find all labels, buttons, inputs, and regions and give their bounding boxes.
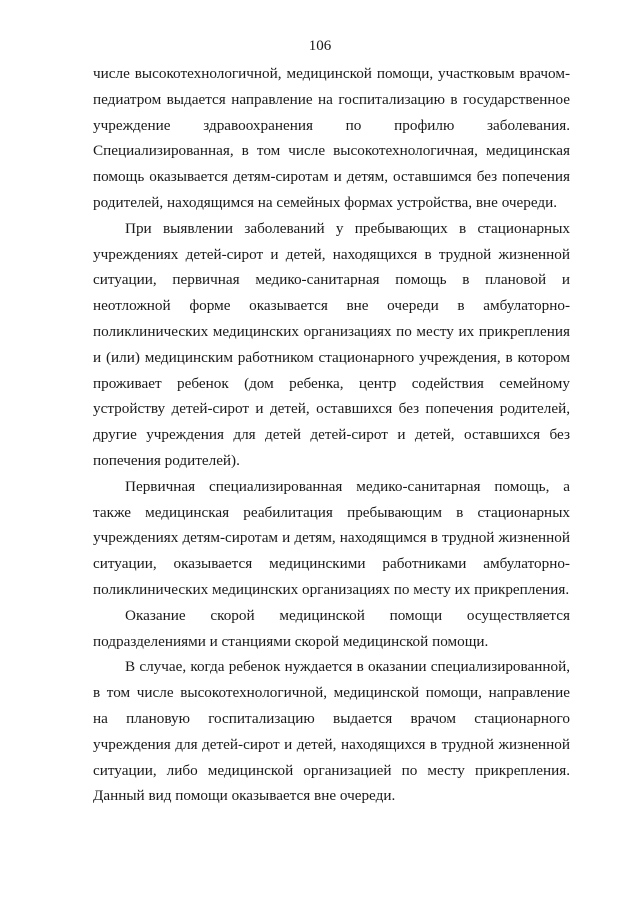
page-number: 106 [308, 38, 332, 54]
paragraph-continuation: числе высокотехнологичной, медицинской помощи, участковым врачом-педиатром выдается направление на госпитализацию в государственное учреждение здравоохранения по профилю заболевания. Специализированная, в том числе высокотехнологичная, медицинская помощь оказывается детям-сиротам и детям, оставшимся без попечения родителей, находящимся на семейных формах устройства, вне очереди. [93, 65, 570, 211]
paragraph-detection-of-diseases: При выявлении заболеваний у пребывающих в стационарных учреждениях детей-сирот и детей, находящихся в трудной жизненной ситуации, первичная медико-санитарная помощь в плановой и неотложной форме оказывается вне очереди в амбулаторно-поликлинических медицинских организациях по месту их прикрепления и (или) медицинским работником стационарного учреждения, в котором проживает ребенок (дом ребенка, центр содействия семейному устройству детей-сирот и детей, оставшихся без попечения родителей, другие учреждения для детей детей-сирот и детей, оставшихся без попечения родителей). [93, 219, 570, 469]
paragraph-hospitalization-referral: В случае, когда ребенок нуждается в оказании специализированной, в том числе высокотехнологичной, медицинской помощи, направление на плановую госпитализацию выдается врачом стационарного учреждения для детей-сирот и детей, находящихся в трудной жизненной ситуации, либо медицинской организацией по месту прикрепления. Данный вид помощи оказывается вне очереди. [93, 658, 570, 805]
paragraph-specialized-care: Первичная специализированная медико-санитарная помощь, а также медицинская реабилитация пребывающим в стационарных учреждениях детям-сиротам и детям, находящимся в трудной жизненной ситуации, оказывается медицинскими работниками амбулаторно-поликлинических медицинских организациях по месту их прикрепления. [93, 477, 570, 598]
paragraph-emergency-care: Оказание скорой медицинской помощи осуществляется подразделениями и станциями скорой медицинской помощи. [93, 606, 570, 650]
document-body [93, 61, 570, 809]
